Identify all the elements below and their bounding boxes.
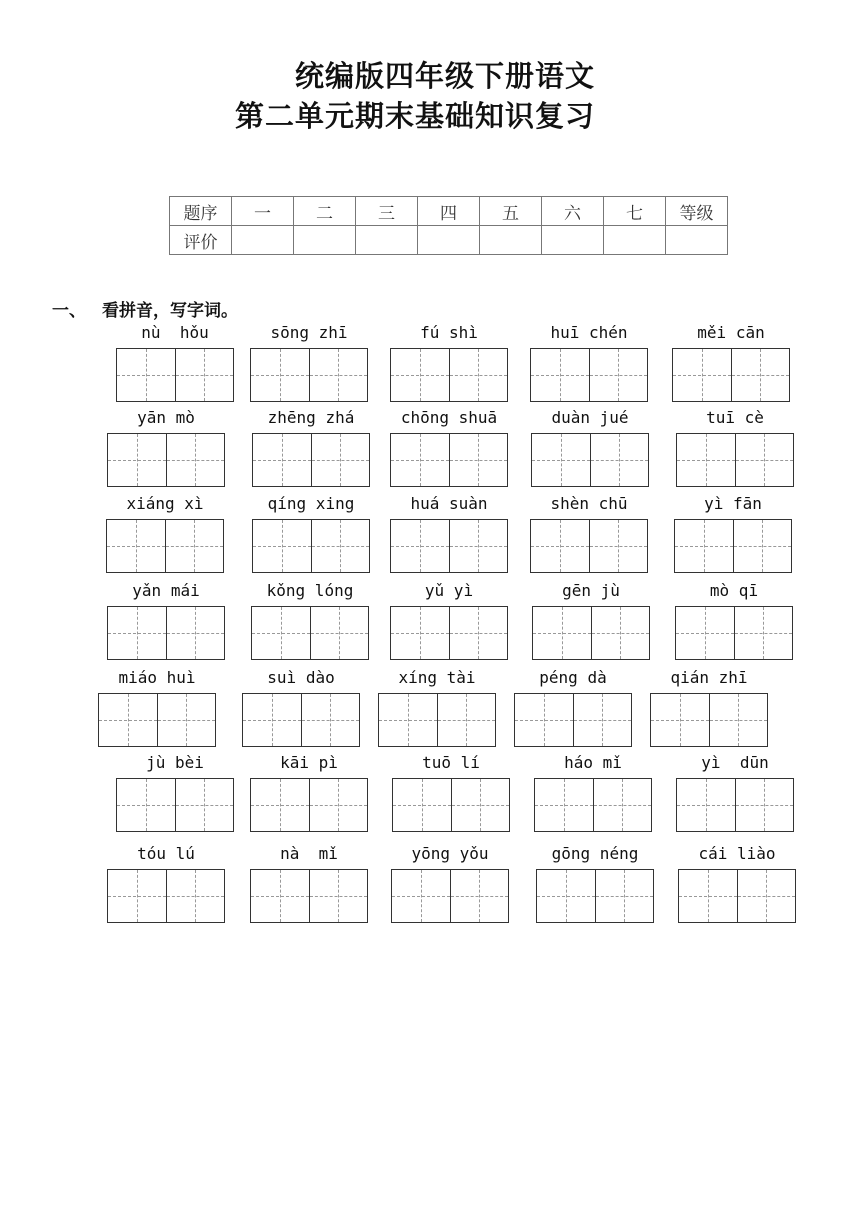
tianzige-writing-box xyxy=(534,778,652,832)
pinyin-item xyxy=(536,843,654,923)
pinyin-item xyxy=(675,580,793,660)
pinyin-label: huá suàn xyxy=(410,494,488,513)
writing-cell[interactable] xyxy=(243,694,301,746)
writing-cell[interactable] xyxy=(253,520,311,572)
writing-cell[interactable] xyxy=(733,520,792,572)
pinyin-label: měi cān xyxy=(697,323,765,342)
pinyin-label: mò qī xyxy=(709,581,759,600)
tianzige-writing-box xyxy=(390,606,508,660)
writing-cell[interactable] xyxy=(392,870,450,922)
pinyin-item xyxy=(116,322,234,402)
tianzige-writing-box xyxy=(116,348,234,402)
tianzige-writing-box xyxy=(250,348,368,402)
score-header-cell: 四 xyxy=(418,197,480,226)
writing-cell[interactable] xyxy=(165,520,224,572)
score-header-cell: 五 xyxy=(480,197,542,226)
writing-cell[interactable] xyxy=(734,607,793,659)
title-line-1: 统编版四年级下册语文 xyxy=(294,59,595,93)
pinyin-item xyxy=(250,322,368,402)
pinyin-item xyxy=(250,752,368,832)
writing-cell[interactable] xyxy=(449,434,508,486)
score-header-cell: 三 xyxy=(356,197,418,226)
tianzige-writing-box xyxy=(514,693,632,747)
pinyin-label: yān mò xyxy=(137,408,195,427)
writing-cell[interactable] xyxy=(677,434,735,486)
score-header-cell: 题序 xyxy=(170,197,232,226)
pinyin-label: sōng zhī xyxy=(270,323,348,342)
tianzige-writing-box xyxy=(536,869,654,923)
pinyin-label: nà mǐ xyxy=(280,844,338,863)
writing-cell[interactable] xyxy=(590,434,649,486)
tianzige-writing-box xyxy=(252,519,370,573)
writing-cell[interactable] xyxy=(531,520,589,572)
writing-cell[interactable] xyxy=(677,779,735,831)
writing-cell[interactable] xyxy=(310,607,369,659)
tianzige-writing-box xyxy=(392,778,510,832)
writing-cell[interactable] xyxy=(166,434,225,486)
writing-cell[interactable] xyxy=(737,870,796,922)
pinyin-item xyxy=(514,667,632,747)
writing-cell[interactable] xyxy=(731,349,790,401)
writing-cell[interactable] xyxy=(449,607,508,659)
tianzige-writing-box xyxy=(250,778,368,832)
writing-cell[interactable] xyxy=(450,870,509,922)
tianzige-writing-box xyxy=(107,433,225,487)
pinyin-item xyxy=(531,407,649,487)
tianzige-writing-box xyxy=(650,693,768,747)
writing-cell[interactable] xyxy=(593,779,652,831)
writing-cell[interactable] xyxy=(107,520,165,572)
writing-cell[interactable] xyxy=(251,779,309,831)
writing-cell[interactable] xyxy=(108,434,166,486)
writing-cell[interactable] xyxy=(253,434,311,486)
score-eval-cell[interactable] xyxy=(542,226,604,255)
writing-cell[interactable] xyxy=(311,434,370,486)
writing-cell[interactable] xyxy=(166,870,225,922)
tianzige-writing-box xyxy=(675,606,793,660)
pinyin-label: fú shì xyxy=(420,323,478,342)
writing-cell[interactable] xyxy=(449,349,508,401)
pinyin-item xyxy=(378,667,496,747)
tianzige-writing-box xyxy=(674,519,792,573)
score-header-cell: 二 xyxy=(294,197,356,226)
tianzige-writing-box xyxy=(672,348,790,402)
writing-cell[interactable] xyxy=(175,349,234,401)
pinyin-label: kǒng lóng xyxy=(266,581,354,600)
pinyin-label: xíng tài xyxy=(398,668,476,687)
writing-cell[interactable] xyxy=(301,694,360,746)
pinyin-item xyxy=(390,580,508,660)
pinyin-item xyxy=(251,580,369,660)
writing-cell[interactable] xyxy=(379,694,437,746)
tianzige-writing-box xyxy=(676,433,794,487)
pinyin-label: yǔ yì xyxy=(424,581,474,600)
score-eval-cell[interactable] xyxy=(480,226,542,255)
pinyin-label: qián zhī xyxy=(670,668,748,687)
writing-cell[interactable] xyxy=(311,520,370,572)
writing-cell[interactable] xyxy=(157,694,216,746)
writing-cell[interactable] xyxy=(309,349,368,401)
pinyin-item xyxy=(252,407,370,487)
tianzige-writing-box xyxy=(390,519,508,573)
writing-cell[interactable] xyxy=(532,434,590,486)
pinyin-label: duàn jué xyxy=(551,408,629,427)
score-eval-label: 评价 xyxy=(170,226,232,255)
pinyin-item xyxy=(530,493,648,573)
pinyin-item xyxy=(252,493,370,573)
tianzige-writing-box xyxy=(251,606,369,660)
writing-cell[interactable] xyxy=(679,870,737,922)
tianzige-writing-box xyxy=(250,869,368,923)
pinyin-label: xiáng xì xyxy=(126,494,204,513)
writing-cell[interactable] xyxy=(391,520,449,572)
writing-cell[interactable] xyxy=(391,607,449,659)
score-header-cell: 六 xyxy=(542,197,604,226)
pinyin-item xyxy=(534,752,652,832)
score-header-cell: 一 xyxy=(232,197,294,226)
writing-cell[interactable] xyxy=(117,349,175,401)
writing-cell[interactable] xyxy=(589,349,648,401)
pinyin-item xyxy=(107,580,225,660)
pinyin-label: miáo huì xyxy=(118,668,196,687)
pinyin-label: yōng yǒu xyxy=(411,844,489,863)
title-line-2: 第二单元期末基础知识复习 xyxy=(234,99,595,133)
writing-cell[interactable] xyxy=(391,434,449,486)
writing-cell[interactable] xyxy=(175,779,234,831)
writing-cell[interactable] xyxy=(709,694,768,746)
writing-cell[interactable] xyxy=(589,520,648,572)
tianzige-writing-box xyxy=(531,433,649,487)
tianzige-writing-box xyxy=(378,693,496,747)
tianzige-writing-box xyxy=(106,519,224,573)
pinyin-item xyxy=(390,322,508,402)
writing-cell[interactable] xyxy=(673,349,731,401)
score-header-cell: 等级 xyxy=(666,197,728,226)
writing-cell[interactable] xyxy=(449,520,508,572)
pinyin-label: kāi pì xyxy=(280,753,338,772)
score-eval-cell[interactable] xyxy=(232,226,294,255)
tianzige-writing-box xyxy=(252,433,370,487)
pinyin-label: háo mǐ xyxy=(564,753,622,772)
score-eval-cell[interactable] xyxy=(604,226,666,255)
writing-cell[interactable] xyxy=(537,870,595,922)
score-table-header-row xyxy=(170,197,728,226)
writing-cell[interactable] xyxy=(533,607,591,659)
score-eval-cell[interactable] xyxy=(356,226,418,255)
writing-cell[interactable] xyxy=(252,607,310,659)
writing-cell[interactable] xyxy=(676,607,734,659)
writing-cell[interactable] xyxy=(735,779,794,831)
pinyin-item xyxy=(107,843,225,923)
writing-cell[interactable] xyxy=(675,520,733,572)
pinyin-label: shèn chū xyxy=(550,494,628,513)
writing-cell[interactable] xyxy=(535,779,593,831)
pinyin-label: qíng xing xyxy=(267,494,355,513)
pinyin-item xyxy=(98,667,216,747)
writing-cell[interactable] xyxy=(651,694,709,746)
writing-cell[interactable] xyxy=(108,870,166,922)
pinyin-item xyxy=(650,667,768,747)
writing-cell[interactable] xyxy=(309,779,368,831)
tianzige-writing-box xyxy=(678,869,796,923)
writing-cell[interactable] xyxy=(573,694,632,746)
score-eval-cell[interactable] xyxy=(666,226,728,255)
tianzige-writing-box xyxy=(107,606,225,660)
writing-cell[interactable] xyxy=(391,349,449,401)
pinyin-label: gēn jù xyxy=(562,581,620,600)
pinyin-item xyxy=(242,667,360,747)
writing-cell[interactable] xyxy=(309,870,368,922)
pinyin-item xyxy=(530,322,648,402)
pinyin-label: tuō lí xyxy=(422,753,480,772)
score-eval-cell[interactable] xyxy=(294,226,356,255)
pinyin-item xyxy=(672,322,790,402)
pinyin-item xyxy=(390,493,508,573)
pinyin-label: jù bèi xyxy=(146,753,204,772)
tianzige-writing-box xyxy=(116,778,234,832)
pinyin-label: tuī cè xyxy=(706,408,764,427)
pinyin-item xyxy=(532,580,650,660)
pinyin-label: cái liào xyxy=(698,844,776,863)
pinyin-item xyxy=(116,752,234,832)
tianzige-writing-box xyxy=(530,348,648,402)
writing-cell[interactable] xyxy=(591,607,650,659)
writing-cell[interactable] xyxy=(251,870,309,922)
score-table xyxy=(169,196,728,255)
pinyin-label: chōng shuā xyxy=(400,408,498,427)
score-header-cell: 七 xyxy=(604,197,666,226)
tianzige-writing-box xyxy=(98,693,216,747)
pinyin-label: tóu lú xyxy=(137,844,195,863)
pinyin-label: gōng néng xyxy=(551,844,639,863)
tianzige-writing-box xyxy=(242,693,360,747)
pinyin-item xyxy=(391,843,509,923)
pinyin-item xyxy=(107,407,225,487)
pinyin-item xyxy=(676,407,794,487)
section-1-heading xyxy=(52,296,238,321)
writing-cell[interactable] xyxy=(451,779,510,831)
pinyin-label: nù hǒu xyxy=(141,323,209,342)
writing-cell[interactable] xyxy=(108,607,166,659)
pinyin-label: zhēng zhá xyxy=(267,408,355,427)
writing-cell[interactable] xyxy=(515,694,573,746)
writing-cell[interactable] xyxy=(437,694,496,746)
writing-cell[interactable] xyxy=(735,434,794,486)
section-number: 一、 xyxy=(52,301,86,321)
tianzige-writing-box xyxy=(532,606,650,660)
section-title: 看拼音，写字词。 xyxy=(102,301,238,321)
pinyin-label: yǎn mái xyxy=(132,581,200,600)
writing-cell[interactable] xyxy=(166,607,225,659)
pinyin-label: huī chén xyxy=(550,323,628,342)
pinyin-label: yì dūn xyxy=(701,753,769,772)
pinyin-item xyxy=(674,493,792,573)
pinyin-item xyxy=(250,843,368,923)
tianzige-writing-box xyxy=(107,869,225,923)
pinyin-item xyxy=(678,843,796,923)
score-table-eval-row xyxy=(170,226,728,255)
writing-cell[interactable] xyxy=(531,349,589,401)
tianzige-writing-box xyxy=(391,869,509,923)
tianzige-writing-box xyxy=(390,348,508,402)
writing-cell[interactable] xyxy=(393,779,451,831)
tianzige-writing-box xyxy=(390,433,508,487)
pinyin-item xyxy=(392,752,510,832)
tianzige-writing-box xyxy=(676,778,794,832)
pinyin-item xyxy=(676,752,794,832)
writing-cell[interactable] xyxy=(251,349,309,401)
writing-cell[interactable] xyxy=(99,694,157,746)
pinyin-label: yì fān xyxy=(704,494,762,513)
pinyin-item xyxy=(106,493,224,573)
tianzige-writing-box xyxy=(530,519,648,573)
score-eval-cell[interactable] xyxy=(418,226,480,255)
pinyin-label: péng dà xyxy=(539,668,607,687)
writing-cell[interactable] xyxy=(595,870,654,922)
writing-cell[interactable] xyxy=(117,779,175,831)
pinyin-item xyxy=(390,407,508,487)
pinyin-label: suì dào xyxy=(267,668,335,687)
